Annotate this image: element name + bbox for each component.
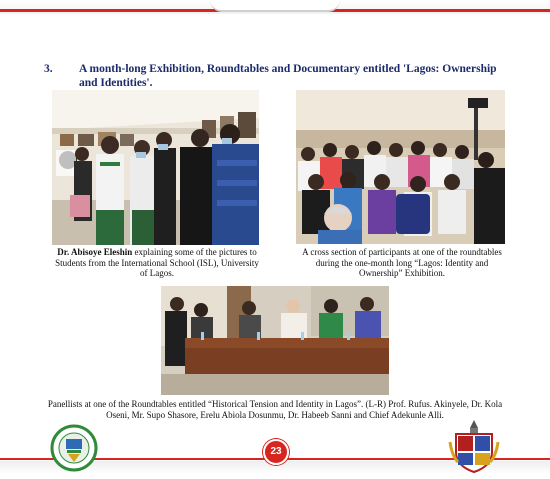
university-of-lagos-crest-icon	[50, 424, 98, 472]
university-coat-of-arms-crest-icon-graphic	[446, 416, 502, 474]
section-number: 3.	[44, 63, 53, 75]
top-notch	[210, 0, 340, 12]
university-coat-of-arms-crest-icon	[446, 416, 502, 474]
caption-photo-2: A cross section of participants at one of the roundtables during the one-month long “Lagos: Identity and Ownership” Exhibition.	[302, 247, 502, 278]
caption-photo-3: Panellists at one of the Roundtables entitled “Historical Tension and Identity in Lagos”. (L-R) Prof. Rufus. Akinyele, Dr. Kola Oseni, Mr. Supo Shasore, Erelu Abiola Dosunmu, Dr. Habeeb Sanni and Chief Adekunle Alli.	[47, 399, 503, 420]
university-of-lagos-crest-icon-graphic	[50, 424, 98, 472]
page-number: 23	[263, 439, 289, 465]
top-band	[0, 0, 550, 14]
photo-exhibition-students	[52, 90, 259, 245]
section-title: A month-long Exhibition, Roundtables and Documentary entitled 'Lagos: Ownership and Identities'.	[79, 63, 497, 89]
caption-photo-1	[52, 247, 262, 279]
caption-photo-1-name: Dr. Abisoye Eleshin	[57, 247, 133, 257]
photo-exhibition-students-illustration	[52, 90, 259, 245]
photo-panellists	[161, 286, 389, 395]
caption-photo-1-text: explaining some of the pictures to Students from the International School (ISL), University of Lagos.	[55, 247, 259, 278]
photo-roundtable-audience	[296, 90, 505, 244]
photo-panellists-illustration	[161, 286, 389, 395]
photo-roundtable-audience-illustration	[296, 90, 505, 244]
